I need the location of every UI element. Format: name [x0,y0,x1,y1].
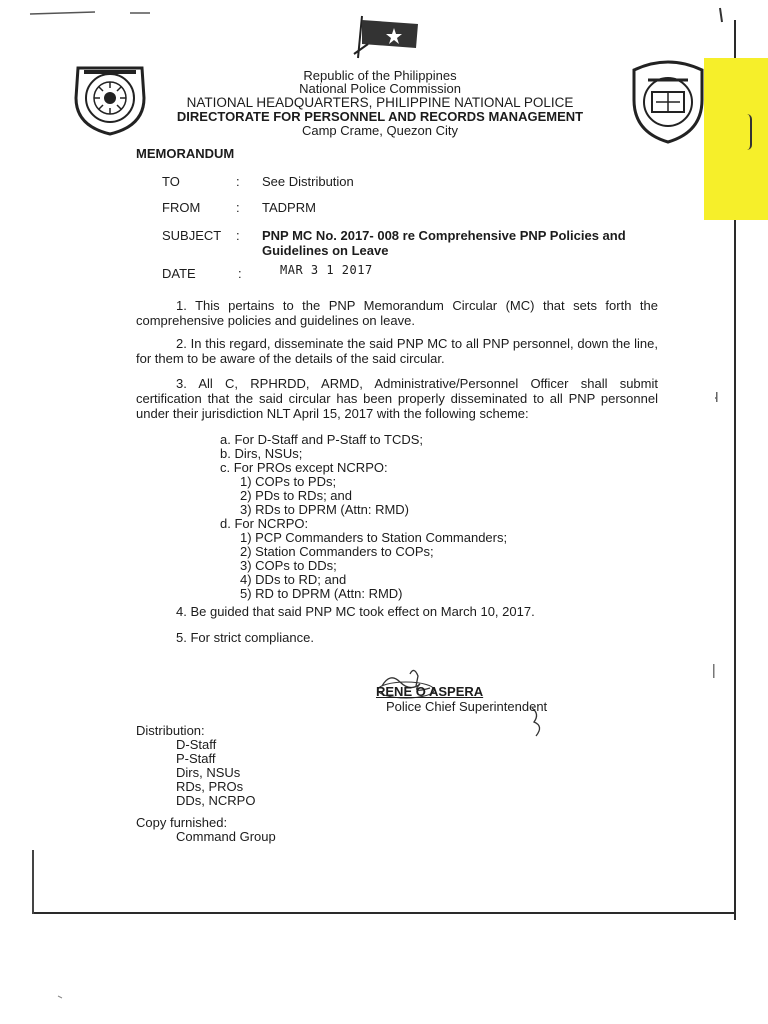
date-stamp: MAR 3 1 2017 [280,263,373,277]
to-value: See Distribution [262,174,354,189]
scheme-item-d1: 1) PCP Commanders to Station Commanders; [240,530,508,545]
signatory-title: Police Chief Superintendent [386,699,548,714]
paragraph-4: 4. Be guided that said PNP MC took effect on March 10, 2017. [176,604,535,619]
from-colon: : [236,200,240,215]
copy-furnished-item: Command Group [176,829,276,844]
subject-value: PNP MC No. 2017- 008 re Comprehensive PNP Policies and Guidelines on Leave [262,228,626,258]
date-colon: : [238,266,242,281]
scheme-item-d4: 4) DDs to RD; and [240,572,347,587]
to-label: TO [162,174,180,189]
header-line-5: Camp Crame, Quezon City [301,123,459,138]
from-value: TADPRM [262,200,316,215]
memo-title: MEMORANDUM [136,146,235,161]
paragraph-2: 2. In this regard, disseminate the said PNP MC to all PNP personnel, down the line, for them to be aware of the details of the said circular. [136,336,658,366]
distribution-item: D-Staff [176,737,217,752]
copy-furnished-label: Copy furnished: [136,815,228,830]
signatory-name: RENE O ASPERA [376,684,484,699]
distribution-item: P-Staff [176,751,216,766]
subject-colon: : [236,228,240,243]
distribution-item: DDs, NCRPO [176,793,256,808]
header-line-2: National Police Commission [299,81,461,96]
scheme-item-b: b. Dirs, NSUs; [220,446,303,461]
scheme-item-d: d. For NCRPO: [220,516,309,531]
header-line-4: DIRECTORATE FOR PERSONNEL AND RECORDS MANAGEMENT [176,109,584,124]
distribution-label: Distribution: [136,723,205,738]
header-line-3: NATIONAL HEADQUARTERS, PHILIPPINE NATIONAL POLICE [186,95,574,110]
distribution-item: RDs, PROs [176,779,244,794]
paragraph-1: 1. This pertains to the PNP Memorandum Circular (MC) that sets forth the comprehensive policies and guidelines on leave. [136,298,658,328]
scheme-item-c1: 1) COPs to PDs; [240,474,337,489]
distribution-item: Dirs, NSUs [176,765,241,780]
scheme-item-a: a. For D-Staff and P-Staff to TCDS; [220,432,424,447]
scheme-item-c3: 3) RDs to DPRM (Attn: RMD) [240,502,410,517]
scheme-item-d3: 3) COPs to DDs; [240,558,337,573]
header-line-1: Republic of the Philippines [303,68,457,83]
paragraph-3: 3. All C, RPHRDD, ARMD, Administrative/Personnel Officer shall submit certification that the said circular has been properly disseminated to all PNP personnel under their jurisdiction NLT April 15, 2017 with the following scheme: [136,376,658,421]
paragraph-5: 5. For strict compliance. [176,630,314,645]
scheme-item-c2: 2) PDs to RDs; and [240,488,352,503]
subject-label: SUBJECT [162,228,222,243]
from-label: FROM [162,200,201,215]
scheme-item-c: c. For PROs except NCRPO: [220,460,388,475]
scheme-item-d2: 2) Station Commanders to COPs; [240,544,434,559]
date-label: DATE [162,266,196,281]
scheme-item-d5: 5) RD to DPRM (Attn: RMD) [240,586,403,601]
to-colon: : [236,174,240,189]
